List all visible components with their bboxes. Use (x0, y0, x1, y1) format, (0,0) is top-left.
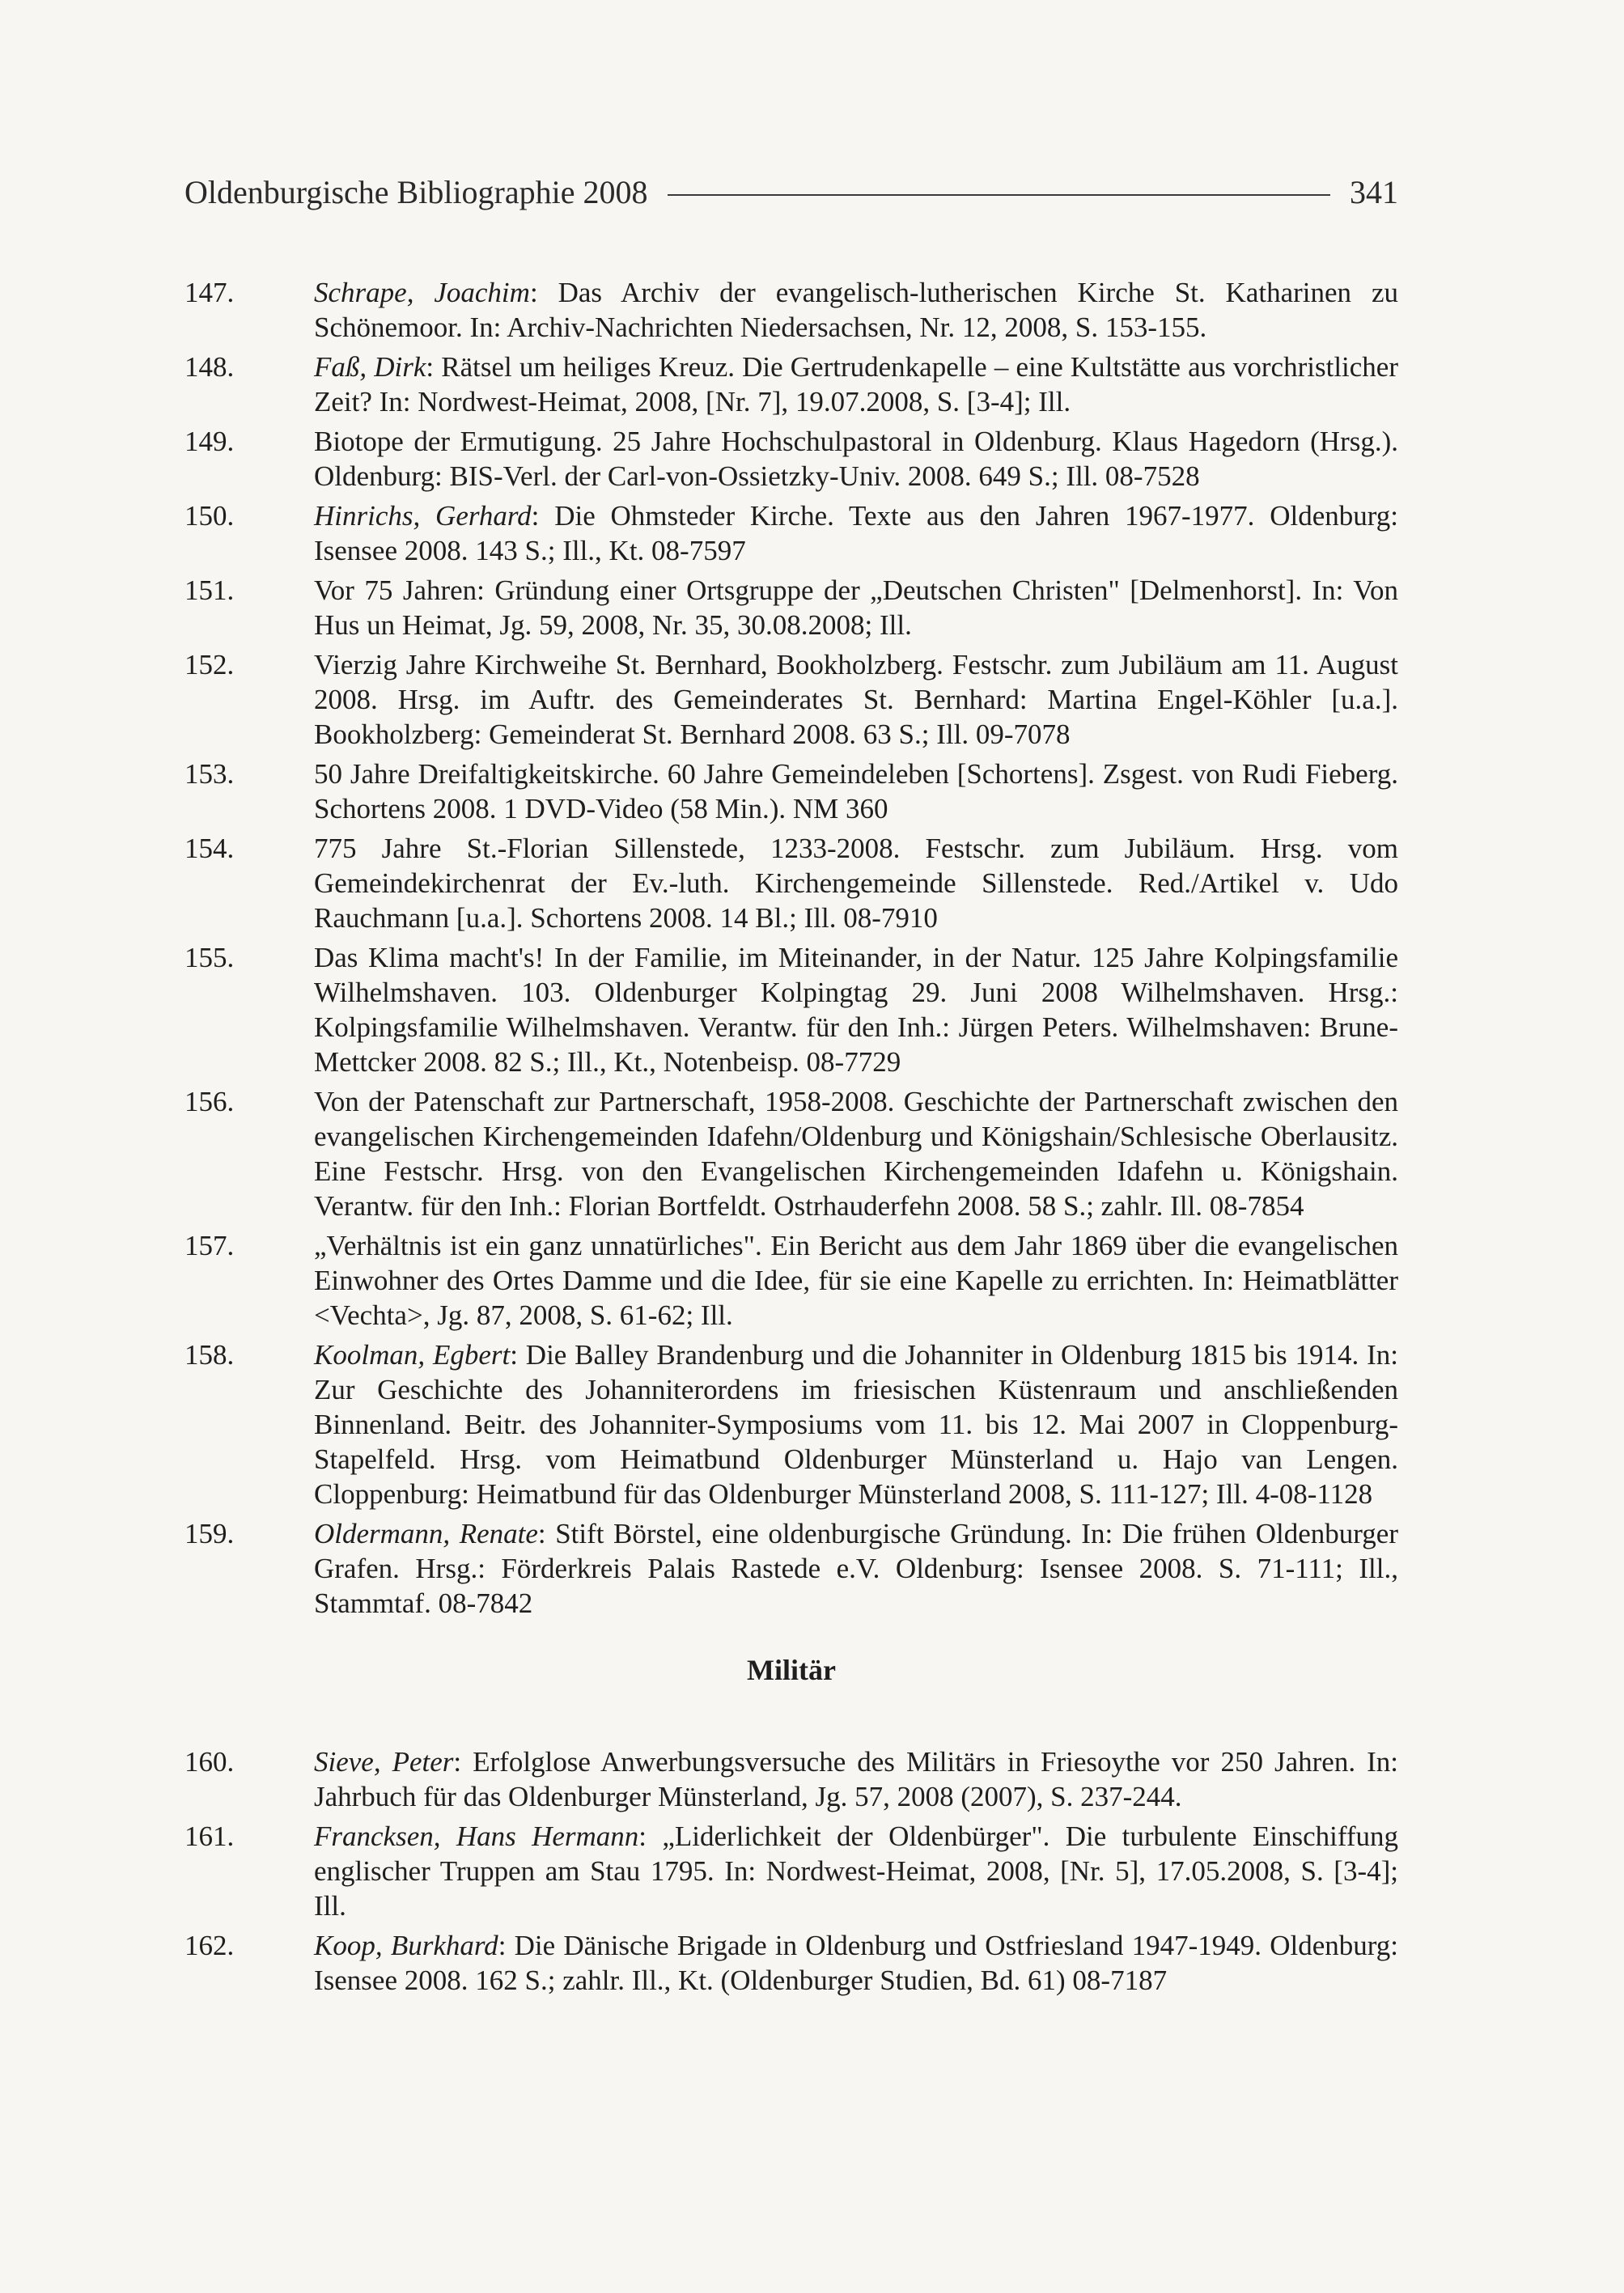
bibliography-entry (184, 831, 1398, 935)
entry-body: : Die Balley Brandenburg und die Johanniter in Oldenburg 1815 bis 1914. In: Zur Geschichte des Johanniterordens im friesischen Küstenraum und anschließenden Binnenland. Beitr. des Johanniter-Symposiums vom 11. bis 12. Mai 2007 in Cloppenburg-Stapelfeld. Hrsg. vom Heimatbund Oldenburger Münsterland u. Hajo van Lengen. Cloppenburg: Heimatbund für das Oldenburger Münsterland 2008, S. 111-127; Ill. 4-08-1128 (314, 1339, 1398, 1510)
entry-author: Faß, Dirk (314, 351, 426, 383)
entry-number: 155. (184, 942, 235, 973)
entry-number: 154. (184, 833, 235, 864)
entry-number: 161. (184, 1820, 235, 1852)
entry-number: 156. (184, 1086, 235, 1117)
entry-text (314, 424, 1398, 494)
bibliography-list-militaer (184, 1744, 1398, 1998)
bibliography-entry (184, 1337, 1398, 1511)
bibliography-entry (184, 647, 1398, 752)
entry-text (314, 275, 1398, 345)
entry-author: Koop, Burkhard (314, 1930, 498, 1961)
bibliography-entry (184, 573, 1398, 642)
entry-number: 153. (184, 758, 235, 790)
entry-body: : Erfolglose Anwerbungsversuche des Militärs in Friesoythe vor 250 Jahren. In: Jahrbuch für das Oldenburger Münsterland, Jg. 57, 2008 (2007), S. 237-244. (314, 1746, 1398, 1812)
running-head-title: Oldenburgische Bibliographie 2008 (184, 174, 648, 210)
entry-author: Hinrichs, Gerhard (314, 500, 532, 532)
entry-text (314, 350, 1398, 419)
entry-text (314, 1744, 1398, 1814)
entry-author: Francksen, Hans Hermann (314, 1820, 639, 1852)
entry-number: 149. (184, 426, 235, 457)
entry-body: : Rätsel um heiliges Kreuz. Die Gertrudenkapelle – eine Kultstätte aus vorchristlicher Zeit? In: Nordwest-Heimat, 2008, [Nr. 7], 19.07.2008, S. [3-4]; Ill. (314, 351, 1398, 417)
entry-body: : „Liderlichkeit der Oldenbürger". Die turbulente Einschiffung englischer Truppen am Stau 1795. In: Nordwest-Heimat, 2008, [Nr. 5], 17.05.2008, S. [3-4]; Ill. (314, 1820, 1399, 1922)
entry-number: 159. (184, 1518, 235, 1549)
entry-number: 151. (184, 574, 235, 606)
page (184, 176, 1398, 2003)
entry-number: 157. (184, 1230, 235, 1261)
entry-body: : Stift Börstel, eine oldenburgische Gründung. In: Die frühen Oldenburger Grafen. Hrsg.: Förderkreis Palais Rastede e.V. Oldenburg: Isensee 2008. S. 71-111; Ill., Stammtaf. 08-7842 (314, 1518, 1398, 1619)
entry-author: Sieve, Peter (314, 1746, 454, 1778)
entry-text (314, 1337, 1398, 1511)
bibliography-entry (184, 1928, 1398, 1998)
entry-number: 158. (184, 1339, 235, 1371)
entry-text (314, 573, 1398, 642)
entry-number: 160. (184, 1746, 235, 1778)
bibliography-entry (184, 1516, 1398, 1621)
page-number: 341 (1350, 174, 1398, 210)
entry-body: 775 Jahre St.-Florian Sillenstede, 1233-2008. Festschr. zum Jubiläum. Hrsg. vom Gemeindekirchenrat der Ev.-luth. Kirchengemeinde Sillenstede. Red./Artikel v. Udo Rauchmann [u.a.]. Schortens 2008. 14 Bl.; Ill. 08-7910 (314, 833, 1398, 934)
entry-body: „Verhältnis ist ein ganz unnatürliches". Ein Bericht aus dem Jahr 1869 über die evangelischen Einwohner des Ortes Damme und die Idee, für sie eine Kapelle zu errichten. In: Heimatblätter <Vechta>, Jg. 87, 2008, S. 61-62; Ill. (314, 1230, 1398, 1331)
entry-body: 50 Jahre Dreifaltigkeitskirche. 60 Jahre Gemeindeleben [Schortens]. Zsgest. von Rudi Fieberg. Schortens 2008. 1 DVD-Video (58 Min.). NM 360 (314, 758, 1398, 824)
entry-text (314, 940, 1398, 1079)
entry-author: Koolman, Egbert (314, 1339, 511, 1371)
bibliography-entry (184, 350, 1398, 419)
entry-number: 147. (184, 277, 235, 308)
bibliography-entry (184, 1228, 1398, 1333)
entry-body: Das Klima macht's! In der Familie, im Miteinander, in der Natur. 125 Jahre Kolpingsfamilie Wilhelmshaven. 103. Oldenburger Kolpingtag 29. Juni 2008 Wilhelmshaven. Hrsg.: Kolpingsfamilie Wilhelmshaven. Verantw. für den Inh.: Jürgen Peters. Wilhelmshaven: Brune-Mettcker 2008. 82 S.; Ill., Kt., Notenbeisp. 08-7729 (314, 942, 1398, 1078)
entry-body: Biotope der Ermutigung. 25 Jahre Hochschulpastoral in Oldenburg. Klaus Hagedorn (Hrsg.). Oldenburg: BIS-Verl. der Carl-von-Ossietzky-Univ. 2008. 649 S.; Ill. 08-7528 (314, 426, 1398, 492)
entry-author: Schrape, Joachim (314, 277, 530, 308)
entry-text (314, 498, 1398, 568)
entry-text (314, 1819, 1398, 1923)
bibliography-entry (184, 940, 1398, 1079)
entry-number: 152. (184, 649, 235, 680)
entry-body: Vor 75 Jahren: Gründung einer Ortsgruppe der „Deutschen Christen" [Delmenhorst]. In: Von Hus un Heimat, Jg. 59, 2008, Nr. 35, 30.08.2008; Ill. (314, 574, 1398, 641)
entry-text (314, 1228, 1398, 1333)
entry-text (314, 1516, 1398, 1621)
bibliography-entry (184, 424, 1398, 494)
entry-body: : Die Ohmsteder Kirche. Texte aus den Jahren 1967-1977. Oldenburg: Isensee 2008. 143 S.; Ill., Kt. 08-7597 (314, 500, 1398, 566)
entry-text (314, 831, 1398, 935)
entry-body: : Die Dänische Brigade in Oldenburg und Ostfriesland 1947-1949. Oldenburg: Isensee 2008. 162 S.; zahlr. Ill., Kt. (Oldenburger Studien, Bd. 61) 08-7187 (314, 1930, 1398, 1996)
bibliography-list (184, 275, 1398, 1621)
bibliography-entry (184, 757, 1398, 826)
bibliography-entry (184, 1819, 1398, 1923)
entry-text (314, 647, 1398, 752)
entry-text (314, 1084, 1398, 1223)
entry-text (314, 757, 1398, 826)
entry-number: 150. (184, 500, 235, 532)
bibliography-entry (184, 275, 1398, 345)
section-heading-militaer: Militär (747, 1654, 836, 1686)
entry-number: 148. (184, 351, 235, 383)
entry-body: : Das Archiv der evangelisch-lutherischen Kirche St. Katharinen zu Schönemoor. In: Archiv-Nachrichten Niedersachsen, Nr. 12, 2008, S. 153-155. (314, 277, 1398, 343)
running-head-rule (668, 194, 1331, 196)
entry-body: Vierzig Jahre Kirchweihe St. Bernhard, Bookholzberg. Festschr. zum Jubiläum am 11. August 2008. Hrsg. im Auftr. des Gemeinderates St. Bernhard: Martina Engel-Köhler [u.a.]. Bookholzberg: Gemeinderat St. Bernhard 2008. 63 S.; Ill. 09-7078 (314, 649, 1398, 750)
bibliography-entry (184, 498, 1398, 568)
bibliography-entry (184, 1744, 1398, 1814)
bibliography-entry (184, 1084, 1398, 1223)
entry-author: Oldermann, Renate (314, 1518, 538, 1549)
entry-body: Von der Patenschaft zur Partnerschaft, 1958-2008. Geschichte der Partnerschaft zwischen den evangelischen Kirchengemeinden Idafehn/Oldenburg und Königshain/Schlesische Oberlausitz. Eine Festschr. Hrsg. von den Evangelischen Kirchengemeinden Idafehn u. Königshain. Verantw. für den Inh.: Florian Bortfeldt. Ostrhauderfehn 2008. 58 S.; zahlr. Ill. 08-7854 (314, 1086, 1398, 1222)
running-head (184, 176, 1398, 209)
entry-text (314, 1928, 1398, 1998)
entry-number: 162. (184, 1930, 235, 1961)
